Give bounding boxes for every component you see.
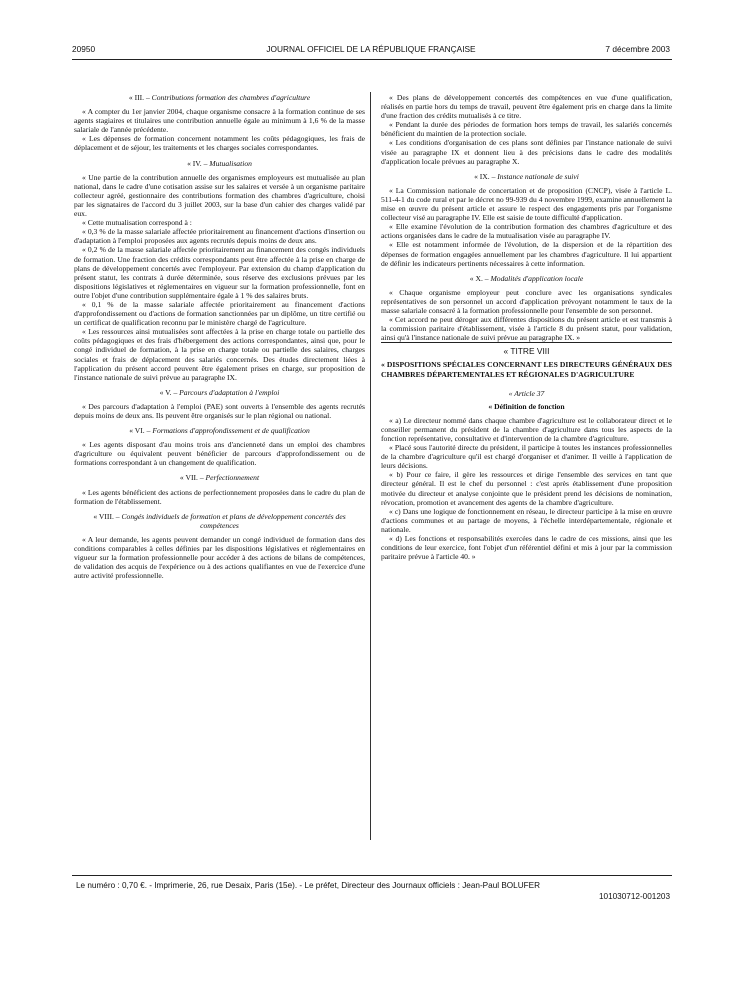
document-reference: 101030712-001203: [598, 892, 670, 901]
paragraph: « Les agents bénéficient des actions de perfectionnement proposées dans le cadre du plan de formation de l'établissement.: [74, 487, 365, 506]
title-subject: « DISPOSITIONS SPÉCIALES CONCERNANT LES DIRECTEURS GÉNÉRAUX DES CHAMBRES DÉPARTEMENTALES ET RÉGIONALES D'AGRICULTURE: [381, 360, 672, 379]
paragraph: « a) Le directeur nommé dans chaque chambre d'agriculture est le collaborateur direct et le conseiller permanent du président de la chambre d'agriculture dans tous les aspects de la fonction représentative, consultative et d'intervention de la chambre d'agriculture.: [381, 415, 672, 443]
paragraph: « Pendant la durée des périodes de formation hors temps de travail, les salariés concernés bénéficient du maintien de la protection sociale.: [381, 120, 672, 139]
page-header: [72, 44, 670, 58]
section-number: « IX. –: [474, 171, 498, 181]
section-number: « IV. –: [187, 158, 210, 168]
paragraph: « Cette mutualisation correspond à :: [82, 218, 192, 228]
paragraph: « Elle est notamment informée de l'évolution, de la dispersion et de la répartition des dépenses de formation engagées annuellement par les chambres d'agriculture. Il lui appartient de définir les indicateurs pertinents nécessaires à cette information.: [381, 240, 672, 268]
section-heading: [381, 172, 672, 181]
section-heading: [381, 274, 672, 283]
section-heading: [74, 159, 365, 168]
section-title: Modalités d'application locale: [490, 273, 584, 283]
paragraph: « Une partie de la contribution annuelle des organismes employeurs est mutualisée au plan national, dans le cadre d'une cotisation assise sur les salaires et versée à un organisme paritaire collecteur agréé, gestionnaire des contributions formation des chambres d'agriculture, choisi par les signataires de l'accord du 3 juillet 2003, sur la base d'un cahier des charges validé par eux.: [74, 172, 365, 219]
imprint-line: Le numéro : 0,70 €. - Imprimerie, 26, rue Desaix, Paris (15e). - Le préfet, Directeur des Journaux officiels : Jean-Paul BOLUFER: [76, 881, 541, 890]
section-number: « VII. –: [179, 473, 206, 483]
paragraph: « Les agents disposant d'au moins trois ans d'ancienneté dans un emploi des chambres d'agriculture ou équivalent peuvent bénéficier de parcours d'approfondissement ou de formations correspondant à un changement de qualification.: [74, 440, 365, 468]
section-title: Congés individuels de formation et plans de développement concertés des compétences: [121, 511, 346, 530]
right-column: [381, 93, 672, 561]
left-column: [74, 93, 365, 580]
paragraph: « Les ressources ainsi mutualisées sont affectées à la prise en charge totale ou partielle des coûts pédagogiques et des frais d'hébergement des actions correspondantes, ainsi que, pour le congé individuel de formation, à la prise en charge totale ou partielle des salaires, charges sociales et frais de déplacement des salariés concernés. Des études directement liées à l'application du présent accord peuvent être également prises en charge, sur proposition de l'instance nationale de suivi prévue au paragraphe IX.: [74, 327, 365, 382]
header-rule: [72, 59, 672, 60]
section-heading: [74, 93, 365, 102]
paragraph: « Des parcours d'adaptation à l'emploi (PAE) sont ouverts à l'ensemble des agents recrutés depuis moins de deux ans. Ils peuvent être organisés sur le plan régional ou national.: [74, 401, 365, 420]
section-heading: [74, 388, 365, 397]
section-number: « VI. –: [129, 426, 153, 436]
paragraph: « Chaque organisme employeur peut conclure avec les organisations syndicales représentatives de son personnel un accord d'application prévoyant notamment le taux de la masse salariale consacré à la formation professionnelle pour l'ensemble de son personnel.: [381, 287, 672, 315]
section-heading: [74, 512, 365, 530]
footer-rule: [72, 875, 672, 876]
paragraph: « La Commission nationale de concertation et de proposition (CNCP), visée à l'article L. 511-4-1 du code rural et par le décret no 99-939 du 4 novembre 1999, examine annuellement la mise en œuvre du présent article et assure le respect des engagements pris par l'organisme collecteur visé au paragraphe IV. Elle est saisie de toute difficulté d'application.: [381, 185, 672, 223]
paragraph: « d) Les fonctions et responsabilités exercées dans le cadre de ces missions, ainsi que les conditions de leur exercice, font l'objet d'un référentiel défini et mis à jour par la commission paritaire prévue à l'article 40. »: [381, 534, 672, 562]
journal-title: JOURNAL OFFICIEL DE LA RÉPUBLIQUE FRANÇAISE: [266, 44, 476, 54]
article-heading: « Article 37: [508, 388, 545, 398]
paragraph: « c) Dans une logique de fonctionnement en réseau, le directeur participe à la mise en œuvre d'actions communes et au partage de moyens, à l'échelle interdépartementale, régionale et nationale.: [381, 506, 672, 534]
paragraph: « b) Pour ce faire, il gère les ressources et dirige l'ensemble des services en tant que directeur général. Il est le chef du personnel : c'est après établissement d'une proposition motivée du directeur et analyse conjointe que le président prend les décisions de nomination, révocation, promotion et avancement des agents de la chambre d'agriculture.: [381, 470, 672, 507]
section-title: Perfectionnement: [205, 473, 260, 483]
paragraph: « 0,3 % de la masse salariale affectée prioritairement au financement d'actions d'insertion ou d'adaptation à l'emploi proposées aux agents recrutés depuis moins de deux ans.: [74, 227, 365, 246]
section-number: « X. –: [469, 273, 491, 283]
section-heading: [74, 426, 365, 435]
column-divider: [370, 92, 371, 840]
section-heading: [74, 473, 365, 482]
paragraph: « 0,1 % de la masse salariale affectée prioritairement au financement d'actions d'approfondissement ou d'actions de formation sanctionnées par un diplôme, un titre certifié ou un certificat de qualification reconnu par le ministère chargé de l'agriculture.: [74, 299, 365, 328]
paragraph: « Des plans de développement concertés des compétences en vue d'une qualification, réalisés en partie hors du temps de travail, peuvent être également pris en charge dans la limite d'une fraction des crédits mutualisés à ce titre.: [381, 93, 672, 121]
section-title: Parcours d'adaptation à l'emploi: [179, 387, 280, 397]
issue-date: 7 décembre 2003: [605, 44, 670, 54]
paragraph: « Les dépenses de formation concernent notamment les coûts pédagogiques, les frais de déplacement et de séjour, les traitements et les charges sociales correspondantes.: [74, 134, 365, 153]
page-number: 20950: [72, 44, 96, 54]
section-number: « III. –: [128, 93, 152, 102]
paragraph: « Cet accord ne peut déroger aux différentes dispositions du présent article et est transmis à la commission paritaire d'établissement, visée à l'article 8 du présent statut, pour validation, ainsi qu'à l'instance nationale de suivi prévue au paragraphe IX. »: [381, 315, 672, 343]
paragraph: « Elle examine l'évolution de la contribution formation des chambres d'agriculture et des actions organisées dans le cadre de la mutualisation visée au paragraphe IV.: [381, 222, 672, 241]
section-number: « V. –: [159, 387, 180, 397]
section-title: Contributions formation des chambres d'agriculture: [151, 93, 311, 102]
section-title: Formations d'approfondissement et de qualification: [152, 426, 310, 436]
title-rule: [381, 342, 672, 343]
title-heading: « TITRE VIII: [503, 346, 550, 357]
section-title: Instance nationale de suivi: [497, 171, 579, 181]
paragraph: « Placé sous l'autorité directe du président, il participe à toutes les instances professionnelles de la chambre d'agriculture qu'il est chargé d'organiser et d'animer. Il veille à l'application de leurs décisions.: [381, 443, 672, 471]
paragraph: « Les conditions d'organisation de ces plans sont définies par l'instance nationale de suivi visée au paragraphe IX et donnent lieu à des précisions dans le cadre des modalités d'application locale prévues au paragraphe X.: [381, 138, 672, 166]
article-subtitle: « Définition de fonction: [488, 401, 565, 411]
paragraph: « A compter du 1er janvier 2004, chaque organisme consacre à la formation continue de ses agents stagiaires et titulaires une contribution annuelle égale au minimum à 1,6 % de la masse salariale de l'année précédente.: [74, 107, 365, 135]
paragraph: « 0,2 % de la masse salariale affectée prioritairement au financement des congés individuels de formation. Une fraction des crédits correspondants peut être affectée à la prise en charge de plans de développement concertés avec l'employeur. Par extension du champ d'application du présent statut, les contrats à durée déterminée, sous réserve des exclusions prévues par les dispositions législatives et réglementaires en vigueur sur la formation professionnelle, font en outre l'objet d'une contribution supplémentaire égale à 1 % des salaires bruts.: [74, 245, 365, 300]
paragraph: « A leur demande, les agents peuvent demander un congé individuel de formation dans des conditions comparables à celles définies par les dispositions législatives et réglementaires en vigueur sur la formation professionnelle pour accéder à des actions de bilans de compétences, de validation des acquis de l'expérience ou à des actions qualifiantes en vue de l'exercice d'une autre activité professionnelle.: [74, 534, 365, 581]
section-title: Mutualisation: [209, 158, 252, 168]
section-number: « VIII. –: [93, 511, 122, 521]
page-footer: [76, 880, 670, 902]
